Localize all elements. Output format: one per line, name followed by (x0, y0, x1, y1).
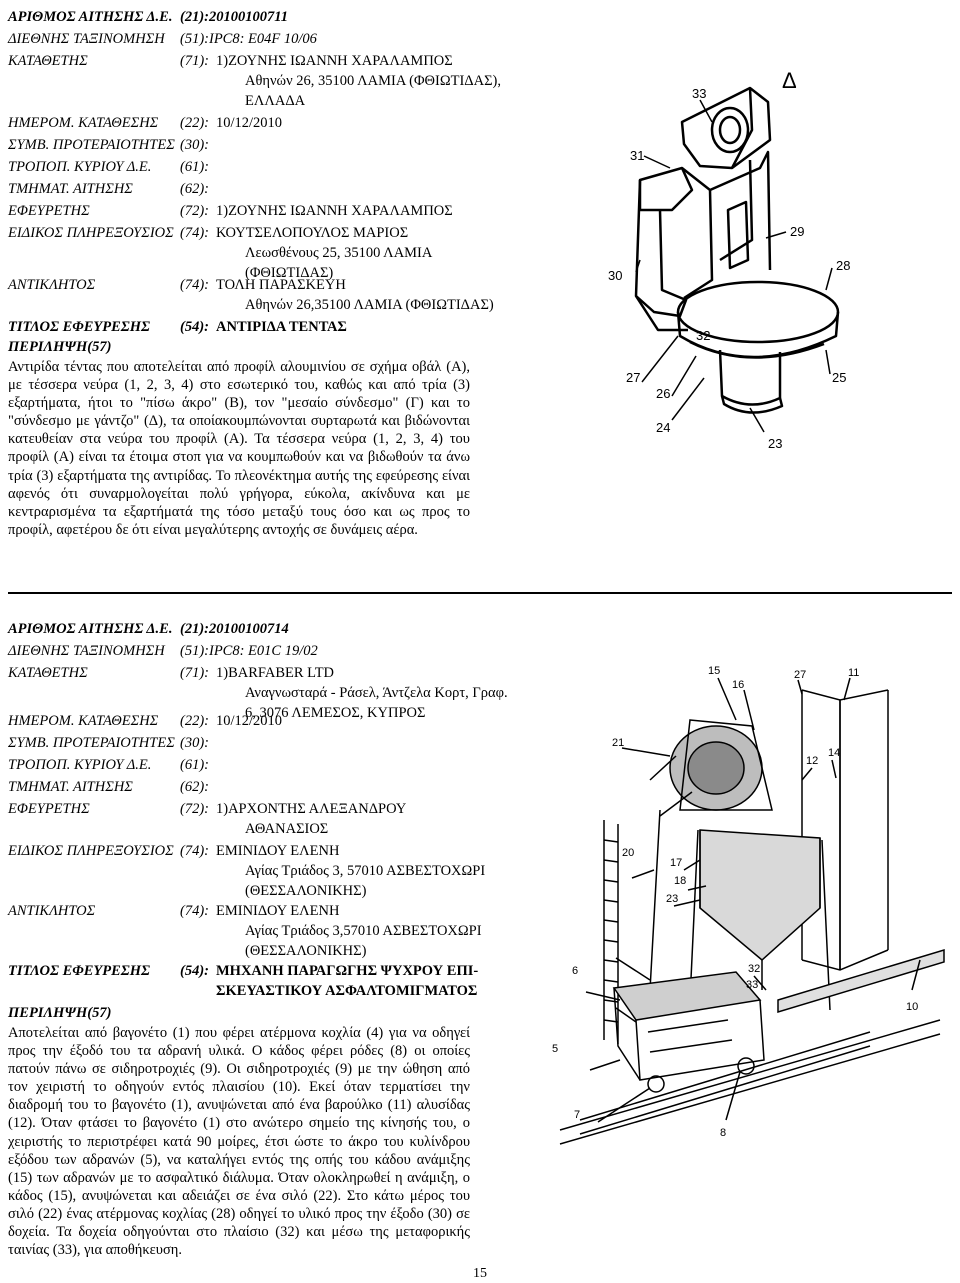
ipc-code: (51):IPC8: E01C 19/02 (180, 643, 318, 659)
applicant-label: ΚΑΤΑΘΕΤΗΣ (8, 53, 88, 69)
figure-label-18: 18 (674, 875, 687, 887)
abstract-label: ΠΕΡΙΛΗΨΗ(57) (8, 1005, 112, 1021)
filing-date-value: 10/12/2010 (216, 115, 283, 131)
attorney-code: (74): (180, 225, 209, 241)
filing-date-code: (22): (180, 115, 209, 131)
applicant-line-3: 6, 3076 ΛΕΜΕΣΟΣ, ΚΥΠΡΟΣ (245, 705, 426, 721)
attorney-label: ΕΙΔΙΚΟΣ ΠΛΗΡΕΞΟΥΣΙΟΣ (8, 843, 174, 859)
attorney-line-2: Αγίας Τριάδος 3, 57010 ΑΣΒΕΣΤΟΧΩΡΙ (245, 863, 486, 879)
division-code: (62): (180, 181, 209, 197)
figure-label-10: 10 (906, 1001, 919, 1013)
inventor-value: 1)ΖΟΥΝΗΣ ΙΩΑΝΝΗ ΧΑΡΑΛΑΜΠΟΣ (216, 203, 453, 219)
applicant-label: ΚΑΤΑΘΕΤΗΣ (8, 665, 88, 681)
applicant-line-3: ΕΛΛΑΔΑ (245, 93, 306, 109)
ipc-label: ΔΙΕΘΝΗΣ ΤΑΞΙΝΟΜΗΣΗ (8, 643, 165, 659)
inventor-label: ΕΦΕΥΡΕΤΗΣ (8, 203, 90, 219)
representative-line-1: ΕΜΙΝΙΔΟΥ ΕΛΕΝΗ (216, 903, 340, 919)
title-value: ΑΝΤΙΡΙΔΑ ΤΕΝΤΑΣ (216, 319, 347, 335)
application-number-code: (21):20100100714 (180, 621, 289, 637)
figure-label-28: 28 (836, 258, 851, 273)
title-label: ΤΙΤΛΟΣ ΕΦΕΥΡΕΣΗΣ (8, 963, 150, 979)
figure-label-30: 30 (608, 268, 623, 283)
applicant-code: (71): (180, 53, 209, 69)
figure-label-27: 27 (626, 370, 641, 385)
representative-line-2: Αγίας Τριάδος 3,57010 ΑΣΒΕΣΤΟΧΩΡΙ (245, 923, 482, 939)
filing-date-label: ΗΜΕΡΟΜ. ΚΑΤΑΘΕΣΗΣ (8, 713, 159, 729)
figure-label-12: 12 (806, 755, 819, 767)
figure-label-17: 17 (670, 857, 683, 869)
patent-record-1 (8, 8, 952, 568)
figure-label-14: 14 (828, 747, 841, 759)
attorney-line-1: ΚΟΥΤΣΕΛΟΠΟΥΛΟΣ ΜΑΡΙΟΣ (216, 225, 409, 241)
ipc-code: (51):IPC8: E04F 10/06 (180, 31, 317, 47)
figure-label-5: 5 (552, 1043, 559, 1055)
inventor-label: ΕΦΕΥΡΕΤΗΣ (8, 801, 90, 817)
inventor-line-2: ΑΘΑΝΑΣΙΟΣ (245, 821, 329, 837)
figure-label-32: 32 (696, 328, 711, 343)
inventor-code: (72): (180, 203, 209, 219)
application-number-label: ΑΡΙΘΜΟΣ ΑΙΤΗΣΗΣ Δ.Ε. (8, 9, 173, 25)
patent-record-2 (8, 620, 952, 1259)
figure-label-21: 21 (612, 737, 625, 749)
abstract-text: Αντιρίδα τέντας που αποτελείται από προφίλ αλουμινίου σε σχήμα οβάλ (Α), με τέσσερα νεύρα (1, 2, 3, 4) στο εσωτερικό του, καθώς και από τρία (3) εξαρτήματα, ήτοι το "πίσω άκρο" (Β), τον "μεσαίο σύνδεσμο" (Γ) και το "σύνδεσμο με γάντζο" (Δ), τα οποίακουμπώνονται συρταρωτά και βιδώνονται κατευθείαν στα νεύρα του προφίλ (Α). Τα τέσσερα νεύρα (1, 2, 3, 4) του προφίλ (Α) είναι τα έτοιμα στοπ για να κουμπωθούν και να βιδωθούν τα άνω τρία (3) εξαρτήματα της αντιρίδας. Το πλεονέκτημα αυτής της εφεύρεσης είναι αφενός ότι συναρμολογείται πολύ γρήγορα, εύκολα, ακίνδυνα και με κεντραρισμένα τα εξαρτήματά της τόσο μεταξύ τους όσο και ως προς το προφίλ, αφετέρου δε ότι είναι μεγαλύτερης αντοχής σε δυνάμεις αέρα. (8, 359, 470, 538)
applicant-line-1: 1)BARFABER LTD (216, 665, 335, 681)
representative-line-2: Αθηνών 26,35100 ΛΑΜΙΑ (ΦΘΙΩΤΙΔΑΣ) (245, 297, 494, 313)
abstract-text: Αποτελείται από βαγονέτο (1) που φέρει ατέρμονα κοχλία (4) για να οδηγεί προς την έξοδό του τα αδρανή υλικά. Ο κάδος φέρει ρόδες (8) οι οποίες πατούν πάνω σε σιδηροτροχιές (9). Οι σιδηροτροχιές (9) με την ώθηση από τον χειριστή το οδηγούν εντός πλαισίου (10). Εκεί όταν τερματίσει την διαδρομή του το βαγονέτο (1), ανυψώνεται από ένα βαρούλκο (11) αλυσίδας (12). Όταν φτάσει το βαγονέτο (1) στο ανώτερο σημείο της κίνησής του, ο χειριστής το περιστρέφει κατά 90 μοίρες, έτσι ώστε το άκρο του κυλίνδρου εξόδου των αδρανών (5), να καταλήγει εντός της οπής του κάδου ανάμιξης (15) των αδρανών με το ασφαλτικό διάλυμα. Όταν ολοκληρωθεί η ανάμιξη, ο κάδος (15), ανυψώνεται και αδειάζει σε ένα σιλό (22). Στο κάτω μέρος του σιλό (22) ένας ατέρμονας κοχλίας (28) οδηγεί το υλικό προς την έξοδο (30) σε δοχεία. Τα δοχεία οδηγούνται στο πλαίσιο (32) και μέσω της μεταφορικής ταινίας (33), για αποθήκευση. (8, 1025, 470, 1259)
amendment-code: (61): (180, 757, 209, 773)
priority-code: (30): (180, 735, 209, 751)
applicant-line-2: Αναγνωσταρά - Ράσελ, Άντζελα Κορτ, Γραφ. (245, 685, 508, 701)
filing-date-code: (22): (180, 713, 209, 729)
attorney-line-2: Λεωσθένους 25, 35100 ΛΑΜΙΑ (245, 245, 433, 261)
attorney-line-3: (ΘΕΣΣΑΛΟΝΙΚΗΣ) (245, 883, 367, 899)
division-label: ΤΜΗΜΑΤ. ΑΙΤΗΣΗΣ (8, 181, 133, 197)
figure-label-27: 27 (794, 669, 807, 681)
attorney-label: ΕΙΔΙΚΟΣ ΠΛΗΡΕΞΟΥΣΙΟΣ (8, 225, 174, 241)
representative-line-1: ΤΟΛΗ ΠΑΡΑΣΚΕΥΗ (216, 277, 346, 293)
figure-heading-delta: Δ (782, 68, 797, 93)
priority-code: (30): (180, 137, 209, 153)
record-divider (8, 592, 952, 594)
patent-drawing-tent-brace (600, 60, 870, 452)
patent-drawing-asphalt-machine (540, 660, 952, 1166)
priority-label: ΣΥΜΒ. ΠΡΟΤΕΡΑΙΟΤΗΤΕΣ (8, 137, 175, 153)
applicant-code: (71): (180, 665, 209, 681)
figure-label-7: 7 (574, 1109, 581, 1121)
figure-label-33: 33 (746, 979, 759, 991)
figure-label-33: 33 (692, 86, 707, 101)
attorney-line-1: ΕΜΙΝΙΔΟΥ ΕΛΕΝΗ (216, 843, 340, 859)
representative-label: ΑΝΤΙΚΛΗΤΟΣ (8, 903, 96, 919)
figure-label-6: 6 (572, 965, 579, 977)
representative-code: (74): (180, 277, 209, 293)
division-label: ΤΜΗΜΑΤ. ΑΙΤΗΣΗΣ (8, 779, 133, 795)
title-code: (54): (180, 319, 209, 335)
representative-line-3: (ΘΕΣΣΑΛΟΝΙΚΗΣ) (245, 943, 367, 959)
title-code: (54): (180, 963, 209, 979)
figure-label-26: 26 (656, 386, 671, 401)
division-code: (62): (180, 779, 209, 795)
applicant-line-2: Αθηνών 26, 35100 ΛΑΜΙΑ (ΦΘΙΩΤΙΔΑΣ), (245, 73, 501, 89)
application-number-code: (21):20100100711 (180, 9, 288, 25)
attorney-code: (74): (180, 843, 209, 859)
figure-label-24: 24 (656, 420, 671, 435)
figure-label-25: 25 (832, 370, 847, 385)
amendment-code: (61): (180, 159, 209, 175)
title-line-2: ΣΚΕΥΑΣΤΙΚΟΥ ΑΣΦΑΛΤΟΜΙΓΜΑΤΟΣ (216, 983, 478, 999)
figure-label-20: 20 (622, 847, 635, 859)
title-label: ΤΙΤΛΟΣ ΕΦΕΥΡΕΣΗΣ (8, 319, 150, 335)
figure-label-31: 31 (630, 148, 645, 163)
filing-date-label: ΗΜΕΡΟΜ. ΚΑΤΑΘΕΣΗΣ (8, 115, 159, 131)
amendment-label: ΤΡΟΠΟΠ. ΚΥΡΙΟΥ Δ.Ε. (8, 159, 152, 175)
figure-label-29: 29 (790, 224, 805, 239)
inventor-code: (72): (180, 801, 209, 817)
representative-label: ΑΝΤΙΚΛΗΤΟΣ (8, 277, 96, 293)
priority-label: ΣΥΜΒ. ΠΡΟΤΕΡΑΙΟΤΗΤΕΣ (8, 735, 175, 751)
application-number-label: ΑΡΙΘΜΟΣ ΑΙΤΗΣΗΣ Δ.Ε. (8, 621, 173, 637)
abstract-label: ΠΕΡΙΛΗΨΗ(57) (8, 339, 112, 355)
applicant-line-1: 1)ΖΟΥΝΗΣ ΙΩΑΝΝΗ ΧΑΡΑΛΑΜΠΟΣ (216, 53, 453, 69)
figure-label-32: 32 (748, 963, 761, 975)
figure-label-23: 23 (768, 436, 783, 451)
amendment-label: ΤΡΟΠΟΠ. ΚΥΡΙΟΥ Δ.Ε. (8, 757, 152, 773)
figure-label-15: 15 (708, 665, 721, 677)
representative-code: (74): (180, 903, 209, 919)
figure-label-16: 16 (732, 679, 745, 691)
figure-label-23: 23 (666, 893, 679, 905)
figure-label-11: 11 (848, 667, 860, 679)
attorney-line-3: (ΦΘΙΩΤΙΔΑΣ) (245, 265, 334, 281)
title-line-1: ΜΗΧΑΝΗ ΠΑΡΑΓΩΓΗΣ ΨΥΧΡΟΥ ΕΠΙ- (216, 963, 479, 979)
filing-date-value: 10/12/2010 (216, 713, 283, 729)
page-number: 15 (473, 1266, 487, 1281)
figure-label-8: 8 (720, 1127, 727, 1139)
inventor-line-1: 1)ΑΡΧΟΝΤΗΣ ΑΛΕΞΑΝΔΡΟΥ (216, 801, 407, 817)
ipc-label: ΔΙΕΘΝΗΣ ΤΑΞΙΝΟΜΗΣΗ (8, 31, 165, 47)
